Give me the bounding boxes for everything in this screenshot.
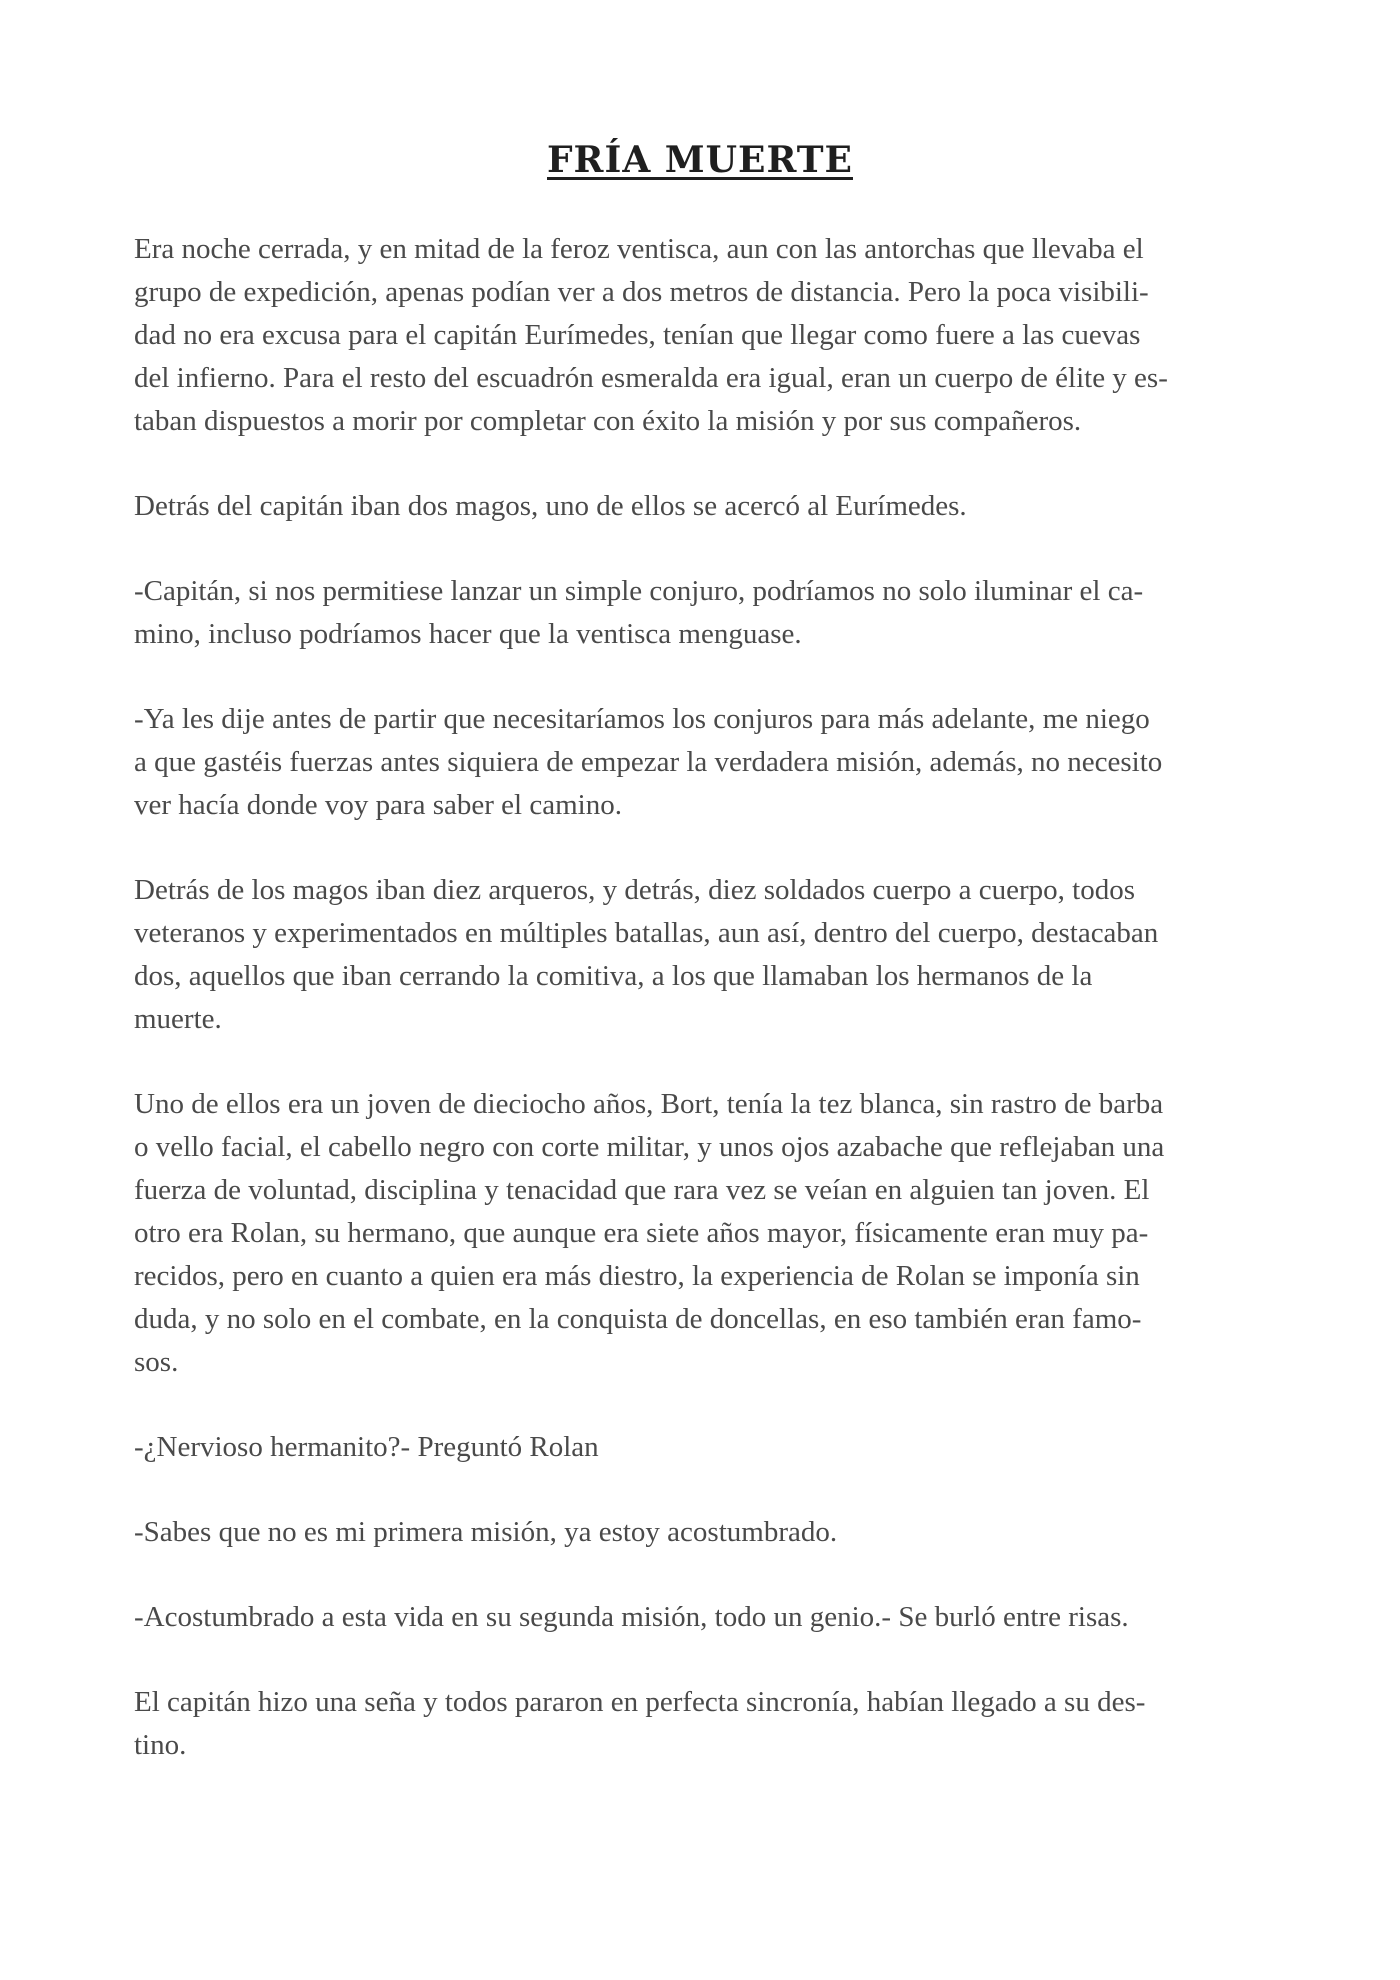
- paragraph: Uno de ellos era un joven de dieciocho años, Bort, tenía la tez blanca, sin rastro de barba o vello facial, el cabello negro con corte militar, y unos ojos azabache que reflejaban una fuerza de voluntad, disciplina y tenacidad que rara vez se veían en alguien tan joven. El otro era Rolan, su hermano, que aunque era siete años mayor, físicamente eran muy pa- recidos, pero en cuanto a quien era más diestro, la experiencia de Rolan se imponía sin duda, y no solo en el combate, en la conquista de doncellas, en eso también eran famo- sos.: [134, 1088, 1165, 1378]
- paragraph: -Ya les dije antes de partir que necesitaríamos los conjuros para más adelante, me niego a que gastéis fuerzas antes siquiera de empezar la verdadera misión, además, no necesito ver hacía donde voy para saber el camino.: [134, 703, 1163, 821]
- paragraph: El capitán hizo una seña y todos pararon en perfecta sincronía, habían llegado a su des- tino.: [134, 1686, 1146, 1761]
- document-title: [0, 138, 1400, 182]
- paragraph: Detrás de los magos iban diez arqueros, y detrás, diez soldados cuerpo a cuerpo, todos veteranos y experimentados en múltiples batallas, aun así, dentro del cuerpo, destacaban dos, aquellos que iban cerrando la comitiva, a los que llamaban los hermanos de la muerte.: [134, 874, 1159, 1035]
- paragraph: Detrás del capitán iban dos magos, uno de ellos se acercó al Eurímedes.: [134, 490, 967, 522]
- paragraph: -Capitán, si nos permitiese lanzar un simple conjuro, podríamos no solo iluminar el ca- mino, incluso podríamos hacer que la ventisca menguase.: [134, 575, 1144, 650]
- paragraph: -Acostumbrado a esta vida en su segunda misión, todo un genio.- Se burló entre risas.: [134, 1601, 1129, 1633]
- paragraph: Era noche cerrada, y en mitad de la feroz ventisca, aun con las antorchas que llevaba el grupo de expedición, apenas podían ver a dos metros de distancia. Pero la poca visibili- dad no era excusa para el capitán Eurímedes, tenían que llegar como fuere a las cuevas del infierno. Para el resto del escuadrón esmeralda era igual, eran un cuerpo de élite y es- taban dispuestos a morir por completar con éxito la misión y por sus compañeros.: [134, 233, 1168, 437]
- paragraph: -Sabes que no es mi primera misión, ya estoy acostumbrado.: [134, 1516, 838, 1548]
- document-body: [134, 228, 1274, 1809]
- paragraph: -¿Nervioso hermanito?- Preguntó Rolan: [134, 1431, 599, 1463]
- document-title-text: FRÍA MUERTE: [547, 139, 853, 181]
